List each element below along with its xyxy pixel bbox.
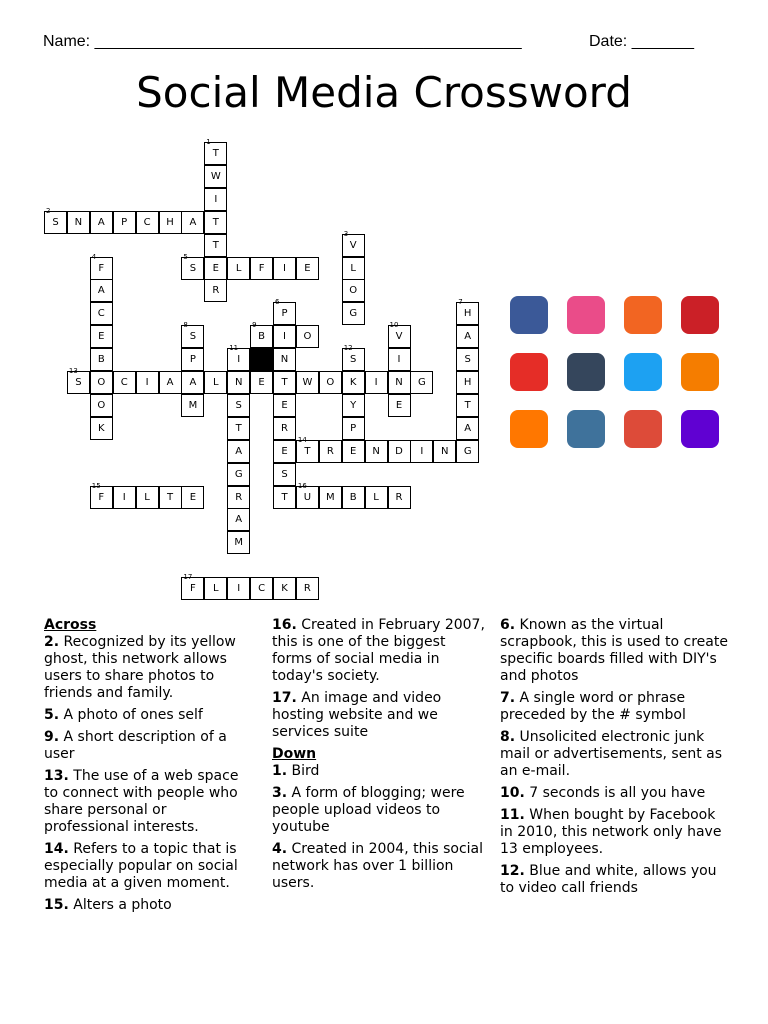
clue-item	[500, 785, 730, 802]
cell-letter: F	[258, 262, 265, 274]
grid-cell	[456, 371, 479, 394]
grid-cell	[273, 486, 296, 509]
clue-number: 3	[343, 229, 349, 238]
grid-cell	[388, 321, 411, 348]
grid-cell	[181, 252, 204, 280]
tumblr-icon	[567, 353, 605, 391]
grid-cell	[90, 211, 113, 234]
cell-letter: B	[258, 331, 266, 343]
grid-cell	[227, 486, 250, 509]
cell-letter: G	[349, 308, 358, 320]
blogger-icon	[681, 353, 719, 391]
clue-item-text: Blue and white, allows you to video call friends	[500, 863, 717, 896]
google-plus-icon	[624, 410, 662, 448]
grid-cell	[388, 371, 411, 394]
clue-item-text: Refers to a topic that is especially popular on social media at a given moment.	[44, 841, 238, 891]
cell-letter: E	[281, 399, 288, 411]
clue-number: 11	[229, 344, 239, 353]
grid-cell	[365, 486, 388, 509]
facebook-icon	[510, 296, 548, 334]
cell-letter: M	[234, 537, 243, 549]
cell-letter: O	[97, 399, 106, 411]
grid-cell	[113, 371, 136, 394]
grid-cell	[227, 371, 250, 394]
grid-cell	[296, 325, 319, 348]
cell-letter: I	[237, 354, 241, 366]
cell-letter: O	[97, 377, 106, 388]
grid-cell	[319, 371, 342, 394]
clue-item-text: Alters a photo	[68, 897, 172, 913]
down-heading: Down	[272, 746, 317, 762]
cell-letter: W	[302, 377, 313, 388]
clue-item-number: 9.	[44, 729, 60, 745]
clue-item-number: 11.	[500, 807, 525, 823]
cell-letter: R	[303, 583, 311, 595]
cell-letter: E	[212, 262, 219, 274]
cell-letter: A	[464, 422, 472, 434]
grid-cell	[273, 417, 296, 440]
cell-letter: I	[283, 331, 286, 343]
clues-column-1	[44, 617, 254, 919]
grid-cell	[296, 577, 319, 600]
clue-item	[44, 768, 254, 836]
grid-cell	[159, 486, 182, 509]
cell-letter: T	[281, 491, 288, 503]
grid-cell	[204, 234, 227, 257]
twitter-icon	[624, 353, 662, 391]
cell-letter: K	[349, 377, 357, 388]
clue-item-number: 14.	[44, 841, 69, 857]
grid-cell	[181, 321, 204, 348]
grid-cell	[456, 440, 479, 463]
cell-letter: E	[304, 262, 311, 274]
soundcloud-icon	[510, 410, 548, 448]
cell-letter: H	[166, 216, 174, 228]
grid-cell	[342, 229, 365, 257]
cell-letter: I	[374, 377, 378, 388]
cell-letter: S	[75, 377, 82, 388]
grid-cell	[342, 279, 365, 302]
clue-item-text: A short description of a user	[44, 729, 227, 762]
clue-item-number: 2.	[44, 634, 60, 650]
cell-letter: T	[281, 377, 288, 388]
grid-cell	[342, 440, 365, 463]
grid-cell	[227, 440, 250, 463]
grid-cell	[273, 577, 296, 600]
cell-letter: G	[418, 377, 426, 388]
grid-cell	[273, 371, 296, 394]
cell-letter: K	[98, 422, 105, 434]
grid-cell	[250, 257, 273, 280]
clue-number: 17	[183, 573, 193, 582]
cell-letter: A	[189, 216, 197, 228]
cell-letter: E	[350, 445, 357, 457]
grid-cell	[181, 371, 204, 394]
cell-letter: C	[258, 583, 266, 595]
clue-item-text: Recognized by its yellow ghost, this network allows users to share photos to friends and family.	[44, 634, 236, 701]
clue-item	[44, 707, 254, 724]
cell-letter: R	[212, 285, 220, 297]
clue-item-number: 10.	[500, 785, 525, 801]
grid-cell	[296, 257, 319, 280]
cell-letter: L	[235, 262, 242, 274]
clue-number: 13	[68, 367, 78, 375]
cell-letter: V	[349, 239, 357, 251]
cell-letter: N	[280, 354, 289, 366]
grid-cell	[90, 348, 113, 371]
cell-letter: R	[395, 491, 403, 503]
grid-cell	[273, 394, 296, 417]
grid-cell	[181, 573, 204, 600]
cell-letter: O	[349, 285, 358, 297]
cell-letter: N	[372, 445, 380, 457]
grid-cell	[204, 371, 227, 394]
yahoo-icon	[681, 410, 719, 448]
cell-letter: I	[420, 445, 424, 457]
grid-cell	[227, 531, 250, 554]
grid-cell	[113, 211, 136, 234]
clues-column-2	[272, 617, 487, 897]
cell-letter: I	[214, 193, 218, 205]
cell-letter: A	[97, 285, 105, 297]
clue-item-text: Bird	[287, 763, 320, 779]
clue-number: 2	[46, 206, 51, 215]
cell-letter: T	[464, 399, 471, 411]
grid-cell	[319, 440, 342, 463]
clue-number: 15	[91, 481, 101, 490]
cell-letter: N	[441, 445, 449, 457]
cell-letter: D	[395, 445, 403, 457]
cell-letter: S	[189, 331, 197, 343]
clue-item	[500, 690, 730, 724]
grid-cell	[204, 577, 227, 600]
clue-item-text: An image and video hosting website and we services suite	[272, 690, 442, 740]
clue-item-text: A form of blogging; were people upload videos to youtube	[272, 785, 465, 835]
cell-letter: C	[97, 308, 105, 320]
grid-cell	[388, 486, 411, 509]
cell-letter: F	[190, 583, 196, 595]
grid-cell	[227, 463, 250, 486]
cell-letter: N	[234, 377, 243, 388]
grid-cell	[227, 577, 250, 600]
clue-item	[500, 617, 730, 685]
dribbble-icon	[567, 296, 605, 334]
clue-item-text: Unsolicited electronic junk mail or advertisements, sent as an e-mail.	[500, 729, 723, 779]
clue-item	[272, 763, 487, 780]
cell-letter: S	[189, 262, 197, 274]
clue-item	[44, 729, 254, 763]
cell-letter: E	[281, 445, 288, 457]
black-cell	[250, 348, 273, 371]
cell-letter: A	[166, 377, 174, 388]
grid-cell	[273, 463, 296, 486]
clue-item-text: 7 seconds is all you have	[524, 785, 706, 801]
cell-letter: T	[212, 216, 219, 228]
clue-item	[272, 690, 487, 741]
grid-cell	[227, 394, 250, 417]
grid-cell	[388, 348, 411, 371]
grid-cell	[342, 417, 365, 440]
grid-cell	[250, 371, 273, 394]
clue-number: 10	[389, 321, 399, 330]
clue-item-text: Created in February 2007, this is one of the biggest forms of social media in today's society.	[272, 617, 485, 684]
clue-item-number: 1.	[272, 763, 288, 779]
clue-item	[500, 863, 730, 897]
cell-letter: G	[234, 468, 243, 480]
grid-cell	[136, 371, 159, 394]
date-line: Date: _______	[589, 33, 694, 50]
clue-item-text: A single word or phrase preceded by the # symbol	[500, 690, 686, 723]
grid-cell	[296, 435, 319, 463]
youtube-icon	[510, 353, 548, 391]
grid-cell	[273, 440, 296, 463]
clue-item-text: Known as the virtual scrapbook, this is used to create specific boards filled with DIY's and photos	[500, 617, 728, 684]
grid-cell	[204, 279, 227, 302]
cell-letter: I	[397, 354, 401, 366]
across-heading: Across	[44, 617, 97, 633]
clue-item-number: 13.	[44, 768, 69, 784]
clue-item-text: A photo of ones self	[59, 707, 203, 723]
grid-cell	[204, 257, 227, 280]
cell-letter: I	[122, 491, 126, 503]
cell-letter: N	[74, 216, 83, 228]
cell-letter: A	[235, 445, 243, 457]
cell-letter: O	[326, 377, 335, 388]
grid-cell	[365, 440, 388, 463]
grid-cell	[227, 344, 250, 371]
grid-cell	[365, 371, 388, 394]
clue-number: 5	[183, 252, 188, 261]
grid-cell	[227, 257, 250, 280]
clue-number: 7	[458, 298, 463, 307]
grid-cell	[90, 279, 113, 302]
grid-cell	[136, 211, 159, 234]
cell-letter: I	[145, 377, 149, 388]
grid-cell	[410, 371, 433, 394]
cell-letter: L	[213, 377, 219, 388]
clue-number: 12	[343, 344, 353, 353]
cell-letter: E	[98, 331, 105, 343]
clue-item	[272, 617, 487, 685]
grid-cell	[159, 371, 182, 394]
cell-letter: S	[52, 216, 59, 228]
cell-letter: P	[189, 354, 196, 366]
cell-letter: E	[395, 399, 403, 411]
grid-cell	[204, 211, 227, 234]
clue-number: 16	[297, 481, 307, 490]
cell-letter: T	[304, 445, 311, 457]
cell-letter: F	[98, 491, 105, 503]
grid-cell	[273, 298, 296, 325]
rss-icon	[624, 296, 662, 334]
cell-letter: Y	[350, 399, 357, 411]
cell-letter: T	[166, 491, 174, 503]
clue-item	[44, 634, 254, 702]
clue-item-number: 4.	[272, 841, 288, 857]
cell-letter: C	[120, 377, 128, 388]
grid-cell	[90, 325, 113, 348]
clue-item-number: 5.	[44, 707, 60, 723]
cell-letter: M	[188, 399, 198, 411]
cell-letter: T	[212, 239, 219, 251]
grid-cell	[204, 188, 227, 211]
cell-letter: C	[143, 216, 151, 228]
grid-cell	[90, 481, 113, 509]
grid-cell	[342, 394, 365, 417]
grid-cell	[456, 394, 479, 417]
grid-cell	[456, 417, 479, 440]
cell-letter: M	[325, 491, 335, 503]
clues-column-3	[500, 617, 730, 902]
cell-letter: S	[281, 468, 288, 480]
cell-letter: E	[258, 377, 265, 388]
grid-cell	[181, 394, 204, 417]
cell-letter: G	[463, 445, 472, 457]
cell-letter: L	[373, 491, 379, 503]
grid-cell	[136, 486, 159, 509]
grid-cell	[181, 211, 204, 234]
grid-cell	[342, 371, 365, 394]
cell-letter: I	[283, 262, 286, 274]
grid-cell	[90, 394, 113, 417]
grid-cell	[90, 371, 113, 394]
cell-letter: P	[350, 422, 357, 434]
clue-item-text: When bought by Facebook in 2010, this network only have 13 employees.	[500, 807, 722, 857]
grid-cell	[342, 486, 365, 509]
cell-letter: H	[463, 308, 472, 320]
grid-cell	[342, 257, 365, 280]
cell-letter: A	[97, 216, 105, 228]
grid-cell	[456, 298, 479, 325]
cell-letter: P	[121, 216, 128, 228]
grid-cell	[296, 481, 319, 509]
clue-number: 9	[252, 321, 257, 330]
grid-cell	[67, 367, 90, 394]
grid-cell	[342, 302, 365, 325]
clue-item-text: Created in 2004, this social network has over 1 billion users.	[272, 841, 484, 891]
grid-cell	[388, 440, 411, 463]
page-title: Social Media Crossword	[136, 68, 632, 117]
clue-item-number: 15.	[44, 897, 69, 913]
cell-letter: S	[235, 399, 242, 411]
grid-cell	[181, 348, 204, 371]
clue-item	[272, 785, 487, 836]
clue-item	[500, 807, 730, 858]
clue-number: 4	[91, 252, 97, 261]
pinterest-icon	[681, 296, 719, 334]
cell-letter: R	[326, 445, 334, 457]
grid-cell	[250, 577, 273, 600]
cell-letter: A	[464, 331, 472, 343]
grid-cell	[456, 348, 479, 371]
clue-item-text: The use of a web space to connect with people who share personal or professional interests.	[44, 768, 239, 835]
social-icons-panel	[510, 296, 720, 456]
clue-number: 1	[206, 138, 211, 146]
cell-letter: P	[281, 308, 288, 320]
name-line: Name: ________________________________________________	[43, 33, 522, 50]
cell-letter: I	[237, 583, 241, 595]
grid-cell	[319, 486, 342, 509]
clue-item	[44, 897, 254, 914]
cell-letter: R	[281, 422, 288, 434]
clue-item-number: 8.	[500, 729, 516, 745]
cell-letter: K	[281, 583, 288, 595]
grid-cell	[227, 508, 250, 531]
grid-cell	[204, 138, 227, 165]
grid-cell	[90, 252, 113, 280]
cell-letter: L	[350, 262, 356, 274]
cell-letter: U	[303, 491, 312, 503]
grid-cell	[273, 257, 296, 280]
clue-item-number: 3.	[272, 785, 288, 801]
cell-letter: N	[395, 377, 403, 388]
clue-number: 14	[297, 435, 307, 444]
grid-cell	[227, 417, 250, 440]
grid-cell	[273, 348, 296, 371]
clue-number: 6	[275, 298, 280, 307]
grid-cell	[90, 417, 113, 440]
grid-cell	[113, 486, 136, 509]
grid-cell	[204, 165, 227, 188]
grid-cell	[342, 344, 365, 371]
clue-item-number: 12.	[500, 863, 525, 879]
cell-letter: T	[212, 148, 219, 159]
cell-letter: L	[144, 491, 150, 503]
grid-cell	[456, 325, 479, 348]
clue-item	[272, 841, 487, 892]
grid-cell	[388, 394, 411, 417]
instagram-icon	[567, 410, 605, 448]
cell-letter: R	[235, 491, 243, 503]
grid-cell	[410, 440, 433, 463]
cell-letter: T	[235, 422, 242, 434]
grid-cell	[296, 371, 319, 394]
cell-letter: A	[235, 514, 243, 526]
grid-cell	[44, 206, 67, 234]
cell-letter: B	[97, 354, 105, 366]
cell-letter: B	[349, 491, 357, 503]
clue-item-number: 17.	[272, 690, 297, 706]
grid-cell	[433, 440, 456, 463]
cell-letter: O	[303, 331, 312, 343]
grid-cell	[159, 211, 182, 234]
clue-item	[44, 841, 254, 892]
clue-item-number: 7.	[500, 690, 516, 706]
cell-letter: W	[210, 170, 221, 182]
clue-item-number: 6.	[500, 617, 516, 633]
grid-cell	[67, 211, 90, 234]
cell-letter: S	[464, 354, 471, 366]
grid-cell	[273, 325, 296, 348]
cell-letter: H	[463, 377, 472, 388]
grid-cell	[250, 321, 273, 348]
clue-item	[500, 729, 730, 780]
clue-item-number: 16.	[272, 617, 297, 633]
cell-letter: E	[189, 491, 197, 503]
cell-letter: V	[395, 331, 403, 343]
cell-letter: A	[189, 377, 197, 388]
cell-letter: F	[98, 262, 105, 274]
grid-cell	[90, 302, 113, 325]
grid-cell	[181, 486, 204, 509]
cell-letter: L	[213, 583, 219, 595]
clue-number: 8	[183, 321, 188, 330]
cell-letter: S	[350, 354, 357, 366]
